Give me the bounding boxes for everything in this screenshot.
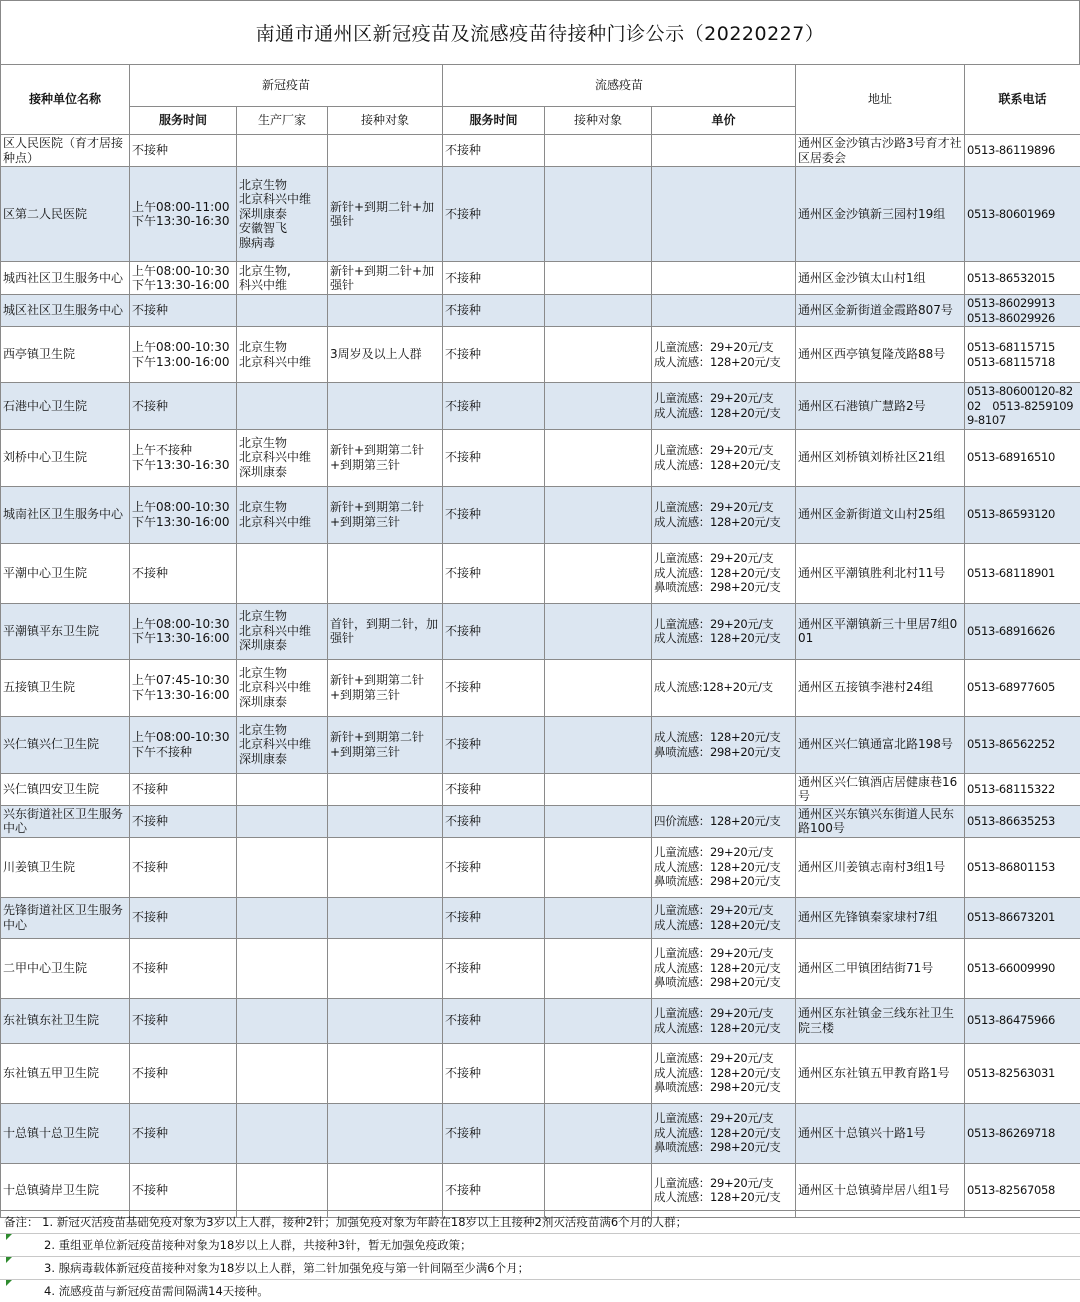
unit-name-cell: 石港中心卫生院 xyxy=(1,383,130,430)
flu-target-cell xyxy=(545,1043,652,1103)
flu-target-cell xyxy=(545,327,652,383)
flu-price-cell: 儿童流感：29+20元/支 成人流感：128+20元/支 鼻喷流感：298+20元/支 xyxy=(652,1043,796,1103)
phone-cell: 0513-86635253 xyxy=(965,805,1080,837)
flu-price-cell: 儿童流感：29+20元/支 成人流感：128+20元/支 鼻喷流感：298+20元/支 xyxy=(652,1103,796,1163)
table-row xyxy=(1,1103,1080,1163)
phone-cell: 0513-86673201 xyxy=(965,897,1080,938)
address-cell: 通州区先锋镇秦家埭村7组 xyxy=(796,897,965,938)
covid-target-cell: 新针+到期第二针+到期第三针 xyxy=(328,486,443,543)
covid-target-cell: 3周岁及以上人群 xyxy=(328,327,443,383)
flu-target-cell xyxy=(545,805,652,837)
covid-maker-cell: 北京生物 北京科兴中维 xyxy=(237,486,328,543)
table-row xyxy=(1,429,1080,486)
covid-maker-cell xyxy=(237,773,328,805)
flu-target-cell xyxy=(545,998,652,1043)
covid-time-cell: 不接种 xyxy=(130,998,237,1043)
table-row xyxy=(1,262,1080,295)
flu-price-cell: 儿童流感：29+20元/支 成人流感：128+20元/支 鼻喷流感：298+20元/支 xyxy=(652,837,796,897)
header-covid-target: 接种对象 xyxy=(328,107,443,135)
flu-time-cell: 不接种 xyxy=(443,1103,545,1163)
covid-maker-cell xyxy=(237,135,328,167)
flu-price-cell: 成人流感：128+20元/支 鼻喷流感：298+20元/支 xyxy=(652,716,796,773)
address-cell: 通州区金沙镇新三园村19组 xyxy=(796,167,965,262)
marker-icon xyxy=(6,1280,12,1286)
covid-time-cell: 不接种 xyxy=(130,938,237,998)
covid-target-cell xyxy=(328,805,443,837)
flu-time-cell: 不接种 xyxy=(443,327,545,383)
flu-target-cell xyxy=(545,837,652,897)
unit-name-cell: 兴仁镇四安卫生院 xyxy=(1,773,130,805)
phone-cell: 0513-80600120-8202 0513-82591099-8107 xyxy=(965,383,1080,430)
flu-time-cell: 不接种 xyxy=(443,429,545,486)
flu-target-cell xyxy=(545,603,652,659)
unit-name-cell: 兴仁镇兴仁卫生院 xyxy=(1,716,130,773)
address-cell: 通州区石港镇广慧路2号 xyxy=(796,383,965,430)
table-row xyxy=(1,295,1080,327)
table-row xyxy=(1,659,1080,716)
address-cell: 通州区西亭镇复隆茂路88号 xyxy=(796,327,965,383)
covid-target-cell xyxy=(328,295,443,327)
address-cell: 通州区金沙镇太山村1组 xyxy=(796,262,965,295)
covid-time-cell: 上午08:00-10:30 下午不接种 xyxy=(130,716,237,773)
covid-target-cell: 首针，到期二针，加强针 xyxy=(328,603,443,659)
flu-price-cell: 儿童流感：29+20元/支 成人流感：128+20元/支 xyxy=(652,429,796,486)
covid-time-cell: 上午07:45-10:30 下午13:30-16:00 xyxy=(130,659,237,716)
flu-time-cell: 不接种 xyxy=(443,773,545,805)
table-row xyxy=(1,1043,1080,1103)
covid-time-cell: 不接种 xyxy=(130,805,237,837)
covid-target-cell: 新针+到期二针+加强针 xyxy=(328,262,443,295)
address-cell: 通州区川姜镇志南村3组1号 xyxy=(796,837,965,897)
flu-target-cell xyxy=(545,938,652,998)
flu-price-cell: 成人流感:128+20元/支 xyxy=(652,659,796,716)
flu-price-cell: 儿童流感：29+20元/支 成人流感：128+20元/支 鼻喷流感：298+20元/支 xyxy=(652,938,796,998)
address-cell: 通州区平潮镇新三十里居7组001 xyxy=(796,603,965,659)
phone-cell: 0513-86801153 xyxy=(965,837,1080,897)
flu-time-cell: 不接种 xyxy=(443,1163,545,1217)
covid-time-cell: 上午08:00-10:30 下午13:30-16:00 xyxy=(130,603,237,659)
covid-target-cell xyxy=(328,1043,443,1103)
unit-name-cell: 区人民医院（育才居接种点） xyxy=(1,135,130,167)
covid-time-cell: 不接种 xyxy=(130,897,237,938)
unit-name-cell: 城区社区卫生服务中心 xyxy=(1,295,130,327)
flu-time-cell: 不接种 xyxy=(443,805,545,837)
covid-maker-cell: 北京生物 北京科兴中维 深圳康泰 xyxy=(237,659,328,716)
covid-time-cell: 上午08:00-11:00 下午13:30-16:30 xyxy=(130,167,237,262)
covid-target-cell xyxy=(328,383,443,430)
unit-name-cell: 西亭镇卫生院 xyxy=(1,327,130,383)
header-flu-price: 单价 xyxy=(652,107,796,135)
phone-cell: 0513-86532015 xyxy=(965,262,1080,295)
covid-maker-cell xyxy=(237,1043,328,1103)
vaccination-clinic-table xyxy=(0,64,1080,1218)
covid-target-cell xyxy=(328,897,443,938)
table-row xyxy=(1,837,1080,897)
flu-target-cell xyxy=(545,486,652,543)
flu-price-cell: 四价流感：128+20元/支 xyxy=(652,805,796,837)
covid-maker-cell xyxy=(237,998,328,1043)
covid-maker-cell: 北京生物, 科兴中维 xyxy=(237,262,328,295)
table-row xyxy=(1,998,1080,1043)
phone-cell: 0513-68118901 xyxy=(965,543,1080,603)
notes-section xyxy=(0,1210,1080,1302)
flu-time-cell: 不接种 xyxy=(443,167,545,262)
header-unit: 接种单位名称 xyxy=(1,65,130,135)
header-flu-time: 服务时间 xyxy=(443,107,545,135)
covid-maker-cell xyxy=(237,805,328,837)
phone-cell: 0513-86562252 xyxy=(965,716,1080,773)
flu-time-cell: 不接种 xyxy=(443,543,545,603)
address-cell: 通州区五接镇李港村24组 xyxy=(796,659,965,716)
covid-target-cell xyxy=(328,543,443,603)
header-flu-target: 接种对象 xyxy=(545,107,652,135)
address-cell: 通州区十总镇骑岸居八组1号 xyxy=(796,1163,965,1217)
covid-maker-cell: 北京生物 北京科兴中维 深圳康泰 xyxy=(237,603,328,659)
covid-time-cell: 不接种 xyxy=(130,1043,237,1103)
header-address: 地址 xyxy=(796,65,965,135)
flu-target-cell xyxy=(545,716,652,773)
covid-maker-cell xyxy=(237,295,328,327)
unit-name-cell: 城西社区卫生服务中心 xyxy=(1,262,130,295)
address-cell: 通州区东社镇金三线东社卫生院三楼 xyxy=(796,998,965,1043)
covid-time-cell: 上午08:00-10:30 下午13:30-16:00 xyxy=(130,262,237,295)
address-cell: 通州区平潮镇胜利北村11号 xyxy=(796,543,965,603)
flu-time-cell: 不接种 xyxy=(443,1043,545,1103)
covid-maker-cell: 北京生物 北京科兴中维 xyxy=(237,327,328,383)
table-row xyxy=(1,897,1080,938)
covid-time-cell: 不接种 xyxy=(130,383,237,430)
flu-price-cell: 儿童流感：29+20元/支 成人流感：128+20元/支 xyxy=(652,998,796,1043)
flu-time-cell: 不接种 xyxy=(443,716,545,773)
covid-maker-cell xyxy=(237,938,328,998)
covid-maker-cell: 北京生物 北京科兴中维 深圳康泰 安徽智飞 腺病毒 xyxy=(237,167,328,262)
header-covid-maker: 生产厂家 xyxy=(237,107,328,135)
flu-target-cell xyxy=(545,383,652,430)
flu-price-cell xyxy=(652,295,796,327)
address-cell: 通州区兴仁镇酒店居健康巷16号 xyxy=(796,773,965,805)
flu-price-cell: 儿童流感：29+20元/支 成人流感：128+20元/支 xyxy=(652,603,796,659)
flu-target-cell xyxy=(545,1103,652,1163)
covid-target-cell xyxy=(328,135,443,167)
flu-time-cell: 不接种 xyxy=(443,383,545,430)
flu-time-cell: 不接种 xyxy=(443,998,545,1043)
table-row xyxy=(1,135,1080,167)
header-phone: 联系电话 xyxy=(965,65,1080,135)
unit-name-cell: 十总镇十总卫生院 xyxy=(1,1103,130,1163)
unit-name-cell: 平潮中心卫生院 xyxy=(1,543,130,603)
covid-maker-cell xyxy=(237,897,328,938)
flu-target-cell xyxy=(545,429,652,486)
flu-time-cell: 不接种 xyxy=(443,603,545,659)
covid-maker-cell xyxy=(237,383,328,430)
covid-time-cell: 不接种 xyxy=(130,1103,237,1163)
covid-target-cell xyxy=(328,1103,443,1163)
flu-time-cell: 不接种 xyxy=(443,262,545,295)
unit-name-cell: 东社镇东社卫生院 xyxy=(1,998,130,1043)
flu-target-cell xyxy=(545,167,652,262)
flu-target-cell xyxy=(545,135,652,167)
covid-maker-cell: 北京生物 北京科兴中维 深圳康泰 xyxy=(237,429,328,486)
flu-target-cell xyxy=(545,262,652,295)
covid-maker-cell xyxy=(237,837,328,897)
flu-target-cell xyxy=(545,1163,652,1217)
covid-maker-cell xyxy=(237,1163,328,1217)
flu-price-cell: 儿童流感：29+20元/支 成人流感：128+20元/支 xyxy=(652,486,796,543)
flu-time-cell: 不接种 xyxy=(443,897,545,938)
flu-target-cell xyxy=(545,897,652,938)
address-cell: 通州区金新街道文山村25组 xyxy=(796,486,965,543)
covid-maker-cell: 北京生物 北京科兴中维 深圳康泰 xyxy=(237,716,328,773)
flu-price-cell xyxy=(652,135,796,167)
unit-name-cell: 五接镇卫生院 xyxy=(1,659,130,716)
table-row xyxy=(1,773,1080,805)
address-cell: 通州区兴东镇兴东街道人民东路100号 xyxy=(796,805,965,837)
covid-target-cell xyxy=(328,998,443,1043)
phone-cell: 0513-68115322 xyxy=(965,773,1080,805)
covid-target-cell xyxy=(328,938,443,998)
header-covid-time: 服务时间 xyxy=(130,107,237,135)
flu-time-cell: 不接种 xyxy=(443,659,545,716)
flu-time-cell: 不接种 xyxy=(443,837,545,897)
header-flu: 流感疫苗 xyxy=(443,65,796,107)
phone-cell: 0513-80601969 xyxy=(965,167,1080,262)
covid-maker-cell xyxy=(237,1103,328,1163)
unit-name-cell: 先锋街道社区卫生服务中心 xyxy=(1,897,130,938)
unit-name-cell: 川姜镇卫生院 xyxy=(1,837,130,897)
unit-name-cell: 二甲中心卫生院 xyxy=(1,938,130,998)
phone-cell: 0513-86029913 0513-86029926 xyxy=(965,295,1080,327)
flu-time-cell: 不接种 xyxy=(443,295,545,327)
address-cell: 通州区东社镇五甲教育路1号 xyxy=(796,1043,965,1103)
marker-icon xyxy=(6,1234,12,1240)
address-cell: 通州区十总镇兴十路1号 xyxy=(796,1103,965,1163)
covid-time-cell: 上午08:00-10:30 下午13:30-16:00 xyxy=(130,486,237,543)
unit-name-cell: 东社镇五甲卫生院 xyxy=(1,1043,130,1103)
covid-target-cell: 新针+到期第二针+到期第三针 xyxy=(328,716,443,773)
flu-price-cell xyxy=(652,773,796,805)
covid-time-cell: 上午不接种 下午13:30-16:30 xyxy=(130,429,237,486)
phone-cell: 0513-86593120 xyxy=(965,486,1080,543)
flu-price-cell: 儿童流感：29+20元/支 成人流感：128+20元/支 xyxy=(652,327,796,383)
unit-name-cell: 平潮镇平东卫生院 xyxy=(1,603,130,659)
address-cell: 通州区刘桥镇刘桥社区21组 xyxy=(796,429,965,486)
header-covid: 新冠疫苗 xyxy=(130,65,443,107)
covid-target-cell xyxy=(328,1163,443,1217)
table-row xyxy=(1,805,1080,837)
phone-cell: 0513-68115715 0513-68115718 xyxy=(965,327,1080,383)
unit-name-cell: 刘桥中心卫生院 xyxy=(1,429,130,486)
flu-price-cell xyxy=(652,262,796,295)
flu-target-cell xyxy=(545,543,652,603)
table-row xyxy=(1,716,1080,773)
address-cell: 通州区金沙镇古沙路3号育才社区居委会 xyxy=(796,135,965,167)
note-2: 2. 重组亚单位新冠疫苗接种对象为18岁以上人群，共接种3针，暂无加强免疫政策； xyxy=(0,1233,1080,1256)
covid-target-cell: 新针+到期第二针+到期第三针 xyxy=(328,429,443,486)
table-row xyxy=(1,543,1080,603)
flu-price-cell xyxy=(652,167,796,262)
flu-price-cell: 儿童流感：29+20元/支 成人流感：128+20元/支 鼻喷流感：298+20元/支 xyxy=(652,543,796,603)
phone-cell: 0513-82567058 xyxy=(965,1163,1080,1217)
covid-target-cell xyxy=(328,837,443,897)
table-row xyxy=(1,603,1080,659)
covid-time-cell: 上午08:00-10:30 下午13:00-16:00 xyxy=(130,327,237,383)
address-cell: 通州区兴仁镇通富北路198号 xyxy=(796,716,965,773)
phone-cell: 0513-66009990 xyxy=(965,938,1080,998)
phone-cell: 0513-82563031 xyxy=(965,1043,1080,1103)
covid-target-cell: 新针+到期第二针+到期第三针 xyxy=(328,659,443,716)
covid-time-cell: 不接种 xyxy=(130,773,237,805)
note-1: 备注： 1. 新冠灭活疫苗基础免疫对象为3岁以上人群，接种2针；加强免疫对象为年龄在18岁以上且接种2剂灭活疫苗满6个月的人群； xyxy=(0,1210,1080,1233)
table-row xyxy=(1,938,1080,998)
table-row xyxy=(1,383,1080,430)
covid-time-cell: 不接种 xyxy=(130,1163,237,1217)
table-row xyxy=(1,327,1080,383)
flu-time-cell: 不接种 xyxy=(443,486,545,543)
phone-cell: 0513-68916626 xyxy=(965,603,1080,659)
table-row xyxy=(1,1163,1080,1217)
flu-price-cell: 儿童流感：29+20元/支 成人流感：128+20元/支 xyxy=(652,383,796,430)
unit-name-cell: 区第二人民医院 xyxy=(1,167,130,262)
table-row xyxy=(1,486,1080,543)
note-3: 3. 腺病毒载体新冠疫苗接种对象为18岁以上人群，第二针加强免疫与第一针间隔至少满6个月； xyxy=(0,1256,1080,1279)
flu-target-cell xyxy=(545,659,652,716)
covid-time-cell: 不接种 xyxy=(130,135,237,167)
covid-time-cell: 不接种 xyxy=(130,837,237,897)
flu-time-cell: 不接种 xyxy=(443,938,545,998)
covid-time-cell: 不接种 xyxy=(130,543,237,603)
covid-target-cell xyxy=(328,773,443,805)
address-cell: 通州区金新街道金霞路807号 xyxy=(796,295,965,327)
table-row xyxy=(1,167,1080,262)
page-title: 南通市通州区新冠疫苗及流感疫苗待接种门诊公示（20220227） xyxy=(0,0,1080,64)
note-4: 4. 流感疫苗与新冠疫苗需间隔满14天接种。 xyxy=(0,1279,1080,1302)
covid-maker-cell xyxy=(237,543,328,603)
phone-cell: 0513-68977605 xyxy=(965,659,1080,716)
phone-cell: 0513-86119896 xyxy=(965,135,1080,167)
flu-target-cell xyxy=(545,773,652,805)
flu-target-cell xyxy=(545,295,652,327)
unit-name-cell: 城南社区卫生服务中心 xyxy=(1,486,130,543)
unit-name-cell: 兴东街道社区卫生服务中心 xyxy=(1,805,130,837)
phone-cell: 0513-86475966 xyxy=(965,998,1080,1043)
covid-target-cell: 新针+到期二针+加强针 xyxy=(328,167,443,262)
flu-price-cell: 儿童流感：29+20元/支 成人流感：128+20元/支 xyxy=(652,897,796,938)
phone-cell: 0513-86269718 xyxy=(965,1103,1080,1163)
covid-time-cell: 不接种 xyxy=(130,295,237,327)
flu-time-cell: 不接种 xyxy=(443,135,545,167)
phone-cell: 0513-68916510 xyxy=(965,429,1080,486)
flu-price-cell: 儿童流感：29+20元/支 成人流感：128+20元/支 xyxy=(652,1163,796,1217)
unit-name-cell: 十总镇骑岸卫生院 xyxy=(1,1163,130,1217)
marker-icon xyxy=(6,1257,12,1263)
address-cell: 通州区二甲镇团结街71号 xyxy=(796,938,965,998)
